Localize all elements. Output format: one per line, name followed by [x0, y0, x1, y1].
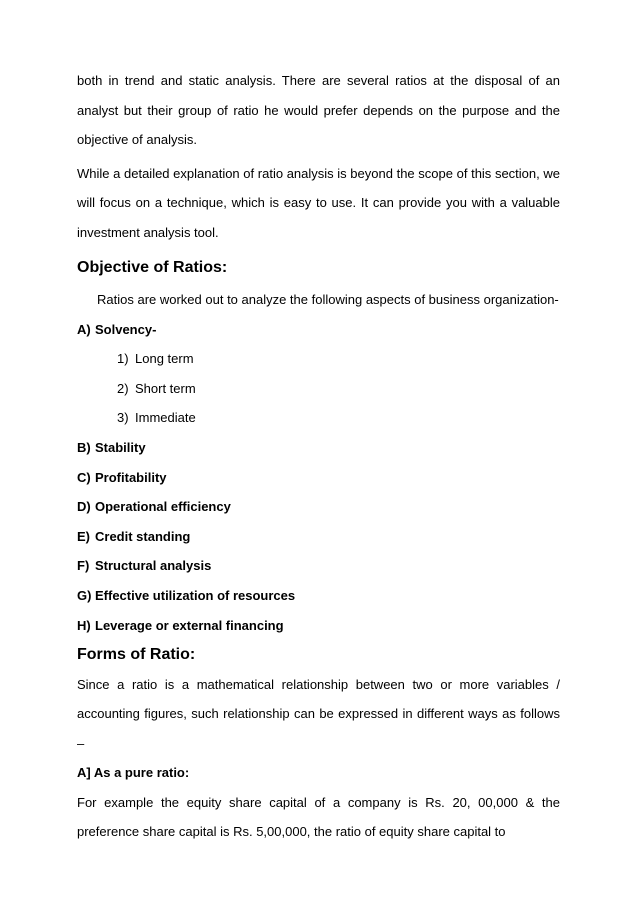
- aspect-letter: A): [77, 321, 91, 337]
- aspect-letter: E): [77, 528, 90, 544]
- subheading-pure-ratio: A] As a pure ratio:: [77, 765, 190, 781]
- paragraph-pure-ratio-example: For example the equity share capital of a company is Rs. 20, 00,000 & the preference share capital is Rs. 5,00,000, the ratio of equity share capital to: [77, 794, 560, 840]
- item-label: Immediate: [135, 410, 196, 426]
- aspect-letter: D): [77, 499, 91, 515]
- solvency-item-immediate: [117, 410, 560, 426]
- aspect-letter: B): [77, 439, 91, 455]
- solvency-item-long-term: [117, 351, 560, 367]
- item-number: 3): [117, 410, 129, 426]
- item-label: Long term: [135, 351, 194, 367]
- aspect-profitability: [77, 470, 560, 486]
- aspect-label: Solvency-: [95, 321, 157, 337]
- paragraph-forms-intro: Since a ratio is a mathematical relationship between two or more variables / accounting figures, such relationship can be expressed in different ways as follows –: [77, 676, 560, 751]
- aspect-label: Effective utilization of resources: [95, 587, 296, 603]
- aspect-label: Credit standing: [95, 528, 191, 544]
- item-label: Short term: [135, 380, 196, 396]
- aspect-credit-standing: [77, 529, 560, 545]
- aspect-label: Profitability: [95, 469, 167, 485]
- aspect-label: Operational efficiency: [95, 499, 231, 515]
- aspect-label: Leverage or external financing: [95, 617, 284, 633]
- aspect-letter: H): [77, 617, 91, 633]
- aspect-operational-efficiency: [77, 499, 560, 515]
- solvency-item-short-term: [117, 381, 560, 397]
- aspect-stability: [77, 440, 560, 456]
- aspect-label: Stability: [95, 439, 146, 455]
- heading-forms-of-ratio: Forms of Ratio:: [77, 645, 196, 663]
- aspect-label: Structural analysis: [95, 558, 212, 574]
- aspect-solvency: [77, 322, 560, 338]
- item-number: 2): [117, 380, 129, 396]
- aspect-structural-analysis: [77, 558, 560, 574]
- aspect-effective-utilization: [77, 588, 560, 604]
- aspect-letter: F): [77, 558, 90, 574]
- document-page: [77, 0, 560, 847]
- heading-objective-of-ratios: Objective of Ratios:: [77, 259, 228, 276]
- paragraph-ratio-analysis-intro: both in trend and static analysis. There are several ratios at the disposal of an analyst but their group of ratio he would prefer depends on the purpose and the objective of analysis.: [77, 73, 560, 147]
- paragraph-technique: While a detailed explanation of ratio analysis is beyond the scope of this section, we will focus on a technique, which is easy to use. It can provide you with a valuable investment analysis tool.: [77, 165, 560, 240]
- objective-intro: Ratios are worked out to analyze the following aspects of business organization-: [97, 292, 559, 307]
- item-number: 1): [117, 351, 129, 367]
- aspect-letter: G): [77, 587, 92, 603]
- aspect-letter: C): [77, 469, 91, 485]
- aspect-leverage: [77, 618, 560, 634]
